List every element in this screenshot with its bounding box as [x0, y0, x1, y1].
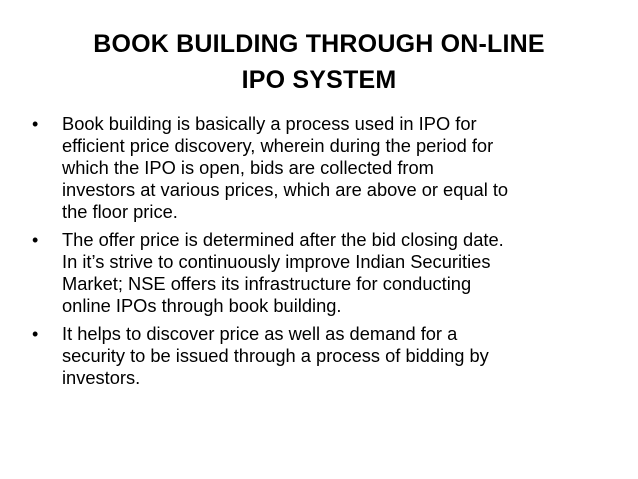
slide-title-line-2: IPO SYSTEM	[241, 66, 397, 94]
slide-title	[30, 26, 608, 98]
bullet-1-line-2: efficient price discovery, wherein during the period for	[62, 135, 494, 156]
bullet-marker-icon: •	[32, 324, 39, 344]
bullet-3-line-1: It helps to discover price as well as demand for a	[62, 323, 458, 344]
bullet-marker-icon: •	[32, 114, 39, 134]
bullet-item-3	[32, 323, 612, 389]
bullet-3-line-3: investors.	[62, 367, 141, 388]
slide-title-line-1: BOOK BUILDING THROUGH ON-LINE	[93, 30, 545, 58]
bullet-marker-icon: •	[32, 230, 39, 250]
bullet-2-line-3: Market; NSE offers its infrastructure for conducting	[62, 273, 472, 294]
bullet-1-line-4: investors at various prices, which are above or equal to	[62, 179, 509, 200]
bullet-list	[32, 113, 612, 395]
bullet-2-line-4: online IPOs through book building.	[62, 295, 342, 316]
bullet-item-2	[32, 229, 612, 317]
bullet-2-line-1: The offer price is determined after the bid closing date.	[62, 229, 504, 250]
bullet-2-line-2: In it’s strive to continuously improve Indian Securities	[62, 251, 491, 272]
bullet-1-line-1: Book building is basically a process used in IPO for	[62, 113, 477, 134]
bullet-item-1	[32, 113, 612, 223]
bullet-3-line-2: security to be issued through a process of bidding by	[62, 345, 489, 366]
bullet-1-line-5: the floor price.	[62, 201, 178, 222]
bullet-1-line-3: which the IPO is open, bids are collected from	[62, 157, 434, 178]
